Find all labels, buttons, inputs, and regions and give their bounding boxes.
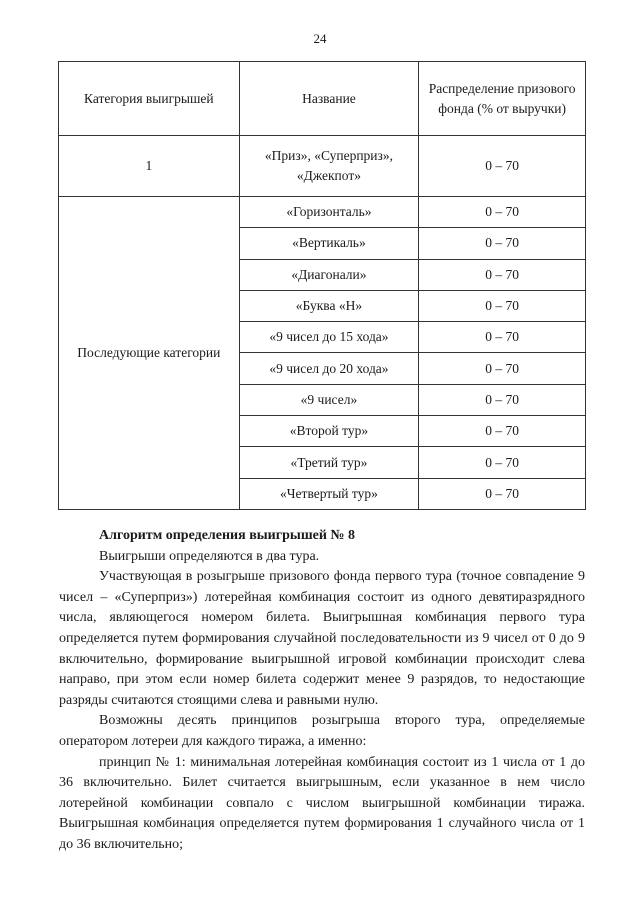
name-cell: «Диагонали» [239, 259, 419, 290]
name-cell: «Горизонталь» [239, 197, 419, 228]
name-cell: «9 чисел» [239, 384, 419, 415]
header-category: Категория выигрышей [59, 62, 240, 136]
share-cell: 0 – 70 [419, 322, 586, 353]
share-cell: 0 – 70 [419, 290, 586, 321]
name-cell: «Третий тур» [239, 447, 419, 478]
share-cell: 0 – 70 [419, 228, 586, 259]
name-cell: «Четвертый тур» [239, 478, 419, 509]
subsequent-category-cell: Последующие категории [59, 197, 240, 510]
share-cell: 0 – 70 [419, 447, 586, 478]
name-cell: «Второй тур» [239, 416, 419, 447]
table-row [59, 197, 586, 228]
section-heading: Алгоритм определения выигрышей № 8 [99, 528, 355, 543]
share-cell: 0 – 70 [419, 197, 586, 228]
page-number: 24 [313, 31, 327, 46]
paragraph: Выигрыши определяются в два тура. [99, 548, 320, 564]
paragraph: Возможны десять принципов розыгрыша второго тура, определяемые оператором лотереи для каждого тиража, а именно: [59, 713, 585, 749]
paragraph: принцип № 1: минимальная лотерейная комбинация состоит из 1 числа от 1 до 36 включительно. Билет считается выигрышным, если указанное в нем число лотерейной комбинации совпало с числом выигрышной комбинации тиража. Выигрышная комбинация определяется путем формирования 1 случайного числа от 1 до 36 включительно; [59, 754, 585, 852]
share-cell: 0 – 70 [419, 136, 586, 197]
name-cell: «9 чисел до 15 хода» [239, 322, 419, 353]
table-header-row [59, 62, 586, 136]
header-distribution: Распределение призового фонда (% от выручки) [419, 62, 586, 136]
body-text [59, 526, 585, 856]
name-cell: «Вертикаль» [239, 228, 419, 259]
share-cell: 0 – 70 [419, 259, 586, 290]
header-name: Название [239, 62, 419, 136]
name-cell: «Приз», «Суперприз», «Джекпот» [239, 136, 419, 197]
name-cell: «Буква «Н» [239, 290, 419, 321]
share-cell: 0 – 70 [419, 416, 586, 447]
table-row [59, 136, 586, 197]
prize-distribution-table [58, 61, 586, 510]
paragraph: Участвующая в розыгрыше призового фонда первого тура (точное совпадение 9 чисел – «Суперприз») лотерейная комбинация состоит из одного девятиразрядного числа, являющегося номером билета. Выигрышная комбинация первого тура определяется путем формирования случайной последовательности из 9 чисел от 0 до 9 включительно, формирование выигрышной игровой комбинации происходит слева направо, при этом если номер билета содержит менее 9 разрядов, то недостающие разряды считаются стоящими слева и равными нулю. [59, 569, 585, 708]
share-cell: 0 – 70 [419, 384, 586, 415]
category-cell: 1 [59, 136, 240, 197]
share-cell: 0 – 70 [419, 353, 586, 384]
name-cell: «9 чисел до 20 хода» [239, 353, 419, 384]
share-cell: 0 – 70 [419, 478, 586, 509]
